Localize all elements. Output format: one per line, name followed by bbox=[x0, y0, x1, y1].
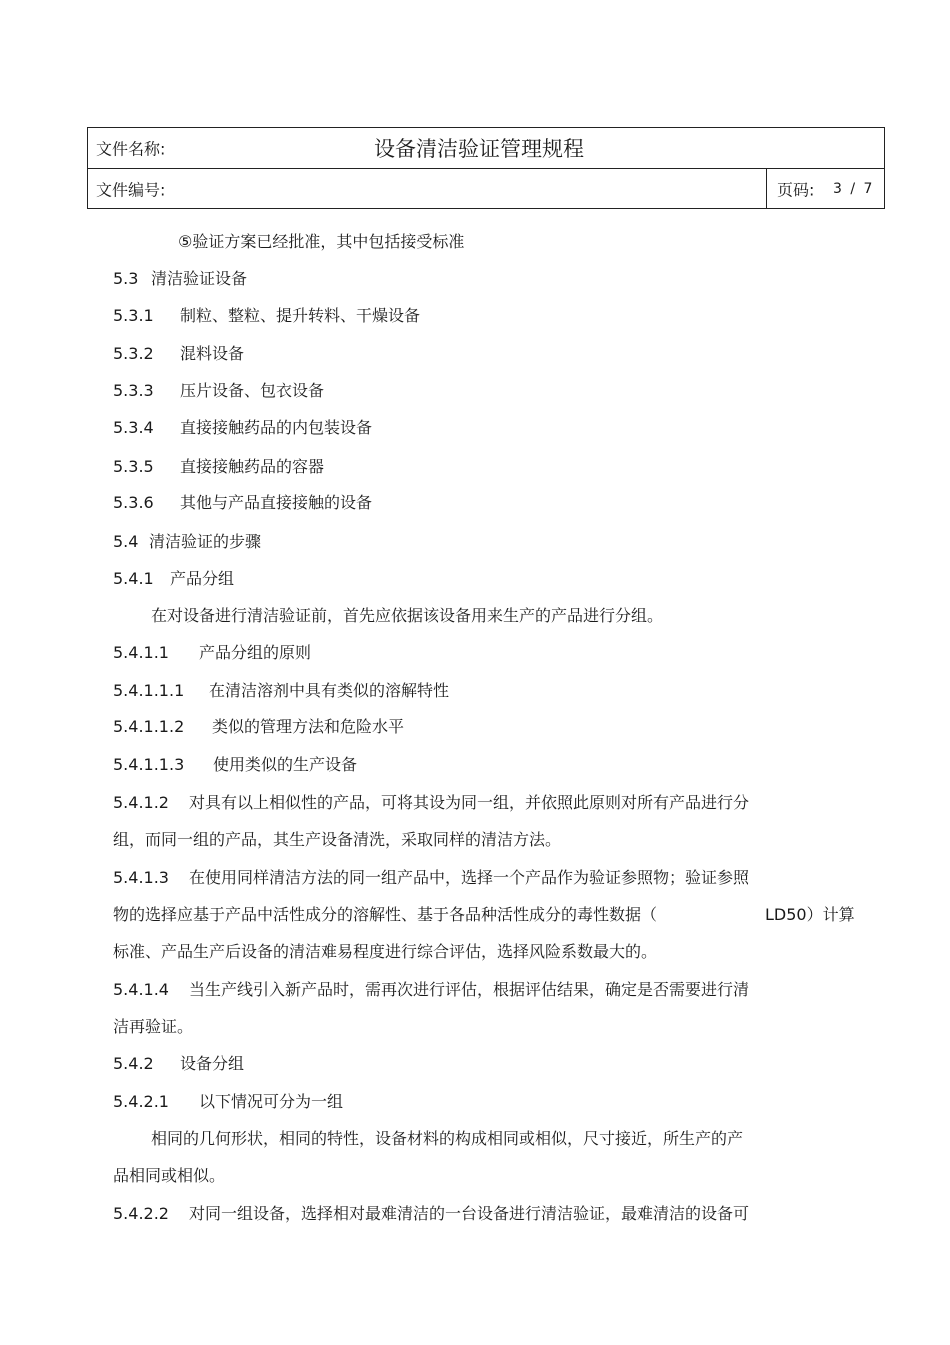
section-number: 5.3.4 bbox=[113, 418, 154, 437]
section-5-3-2 bbox=[113, 344, 244, 364]
section-5-4-1-1-1 bbox=[113, 681, 449, 701]
line-approval: ⑤验证方案已经批准，其中包括接受标准 bbox=[178, 232, 465, 251]
paragraph-continuation-part1: 物的选择应基于产品中活性成分的溶解性、基于各品种活性成分的毒性数据（ bbox=[113, 905, 658, 924]
section-number: 5.3.2 bbox=[113, 344, 154, 363]
section-5-4-2 bbox=[113, 1054, 244, 1074]
section-text: 清洁验证设备 bbox=[151, 269, 248, 288]
section-number: 5.4 bbox=[113, 532, 139, 551]
section-5-4-1-1-3 bbox=[113, 755, 357, 775]
section-text: 在使用同样清洁方法的同一组产品中，选择一个产品作为验证参照物；验证参照 bbox=[189, 868, 750, 887]
header-row-name bbox=[88, 128, 884, 169]
paragraph-equipment-grouping: 相同的几何形状，相同的特性，设备材料的构成相同或相似，尺寸接近，所生产的产 bbox=[151, 1129, 744, 1148]
section-number: 5.3 bbox=[113, 269, 139, 288]
section-5-4-1-1 bbox=[113, 643, 311, 663]
section-5-4-1-1-2 bbox=[113, 717, 404, 737]
section-text: 制粒、整粒、提升转料、干燥设备 bbox=[180, 306, 421, 325]
section-text: 使用类似的生产设备 bbox=[213, 755, 358, 774]
document-title: 设备清洁验证管理规程 bbox=[374, 137, 584, 161]
section-number: 5.4.2.1 bbox=[113, 1092, 169, 1111]
section-number: 5.4.1 bbox=[113, 569, 154, 588]
section-text: 其他与产品直接接触的设备 bbox=[180, 493, 373, 512]
section-text: 对同一组设备，选择相对最难清洁的一台设备进行清洁验证，最难清洁的设备可 bbox=[189, 1204, 750, 1223]
paragraph-continuation: 组，而同一组的产品，其生产设备清洗，采取同样的清洁方法。 bbox=[113, 830, 562, 849]
section-text: 设备分组 bbox=[180, 1054, 245, 1073]
section-5-4-1-4 bbox=[113, 980, 749, 1000]
section-text: 清洁验证的步骤 bbox=[149, 532, 262, 551]
section-number: 5.4.1.1.3 bbox=[113, 755, 185, 774]
section-5-4-1 bbox=[113, 569, 234, 589]
section-5-3-3 bbox=[113, 381, 324, 401]
paragraph-continuation-part2: LD50）计算 bbox=[765, 905, 855, 924]
page-value: 3 / 7 bbox=[833, 181, 875, 197]
section-5-4-2-2 bbox=[113, 1204, 749, 1224]
section-text: 在清洁溶剂中具有类似的溶解特性 bbox=[209, 681, 450, 700]
paragraph-continuation: 洁再验证。 bbox=[113, 1017, 194, 1036]
section-number: 5.3.5 bbox=[113, 457, 154, 476]
file-number-label: 文件编号: bbox=[96, 180, 166, 200]
section-text: 压片设备、包衣设备 bbox=[180, 381, 325, 400]
section-number: 5.3.1 bbox=[113, 306, 154, 325]
section-number: 5.3.6 bbox=[113, 493, 154, 512]
section-text: 类似的管理方法和危险水平 bbox=[212, 717, 405, 736]
paragraph-grouping-intro: 在对设备进行清洁验证前，首先应依据该设备用来生产的产品进行分组。 bbox=[151, 606, 664, 625]
section-text: 产品分组 bbox=[170, 569, 235, 588]
section-5-3-6 bbox=[113, 493, 372, 513]
section-5-3 bbox=[113, 269, 247, 289]
page-label: 页码: bbox=[777, 180, 815, 200]
document-header-table bbox=[87, 127, 885, 209]
section-5-4-1-3 bbox=[113, 868, 749, 888]
section-text: 产品分组的原则 bbox=[199, 643, 312, 662]
section-number: 5.4.1.3 bbox=[113, 868, 169, 887]
paragraph-continuation: 标准、产品生产后设备的清洁难易程度进行综合评估，选择风险系数最大的。 bbox=[113, 942, 658, 961]
paragraph-continuation: 品相同或相似。 bbox=[113, 1166, 226, 1185]
section-number: 5.3.3 bbox=[113, 381, 154, 400]
section-number: 5.4.2 bbox=[113, 1054, 154, 1073]
section-number: 5.4.1.4 bbox=[113, 980, 169, 999]
section-number: 5.4.1.2 bbox=[113, 793, 169, 812]
section-number: 5.4.2.2 bbox=[113, 1204, 169, 1223]
section-5-4-2-1 bbox=[113, 1092, 343, 1112]
section-5-4-1-2 bbox=[113, 793, 749, 813]
section-5-3-5 bbox=[113, 457, 324, 477]
section-text: 直接接触药品的容器 bbox=[180, 457, 325, 476]
section-5-3-4 bbox=[113, 418, 372, 438]
section-number: 5.4.1.1.1 bbox=[113, 681, 185, 700]
section-5-3-1 bbox=[113, 306, 420, 326]
section-text: 对具有以上相似性的产品，可将其设为同一组，并依照此原则对所有产品进行分 bbox=[189, 793, 750, 812]
section-number: 5.4.1.1 bbox=[113, 643, 169, 662]
file-name-label: 文件名称: bbox=[96, 139, 166, 159]
section-text: 当生产线引入新产品时，需再次进行评估，根据评估结果，确定是否需要进行清 bbox=[189, 980, 750, 999]
section-number: 5.4.1.1.2 bbox=[113, 717, 185, 736]
section-text: 以下情况可分为一组 bbox=[199, 1092, 344, 1111]
section-5-4 bbox=[113, 532, 261, 552]
header-row-number bbox=[88, 169, 884, 209]
page-number-cell bbox=[766, 169, 884, 209]
section-text: 直接接触药品的内包装设备 bbox=[180, 418, 373, 437]
section-text: 混料设备 bbox=[180, 344, 245, 363]
